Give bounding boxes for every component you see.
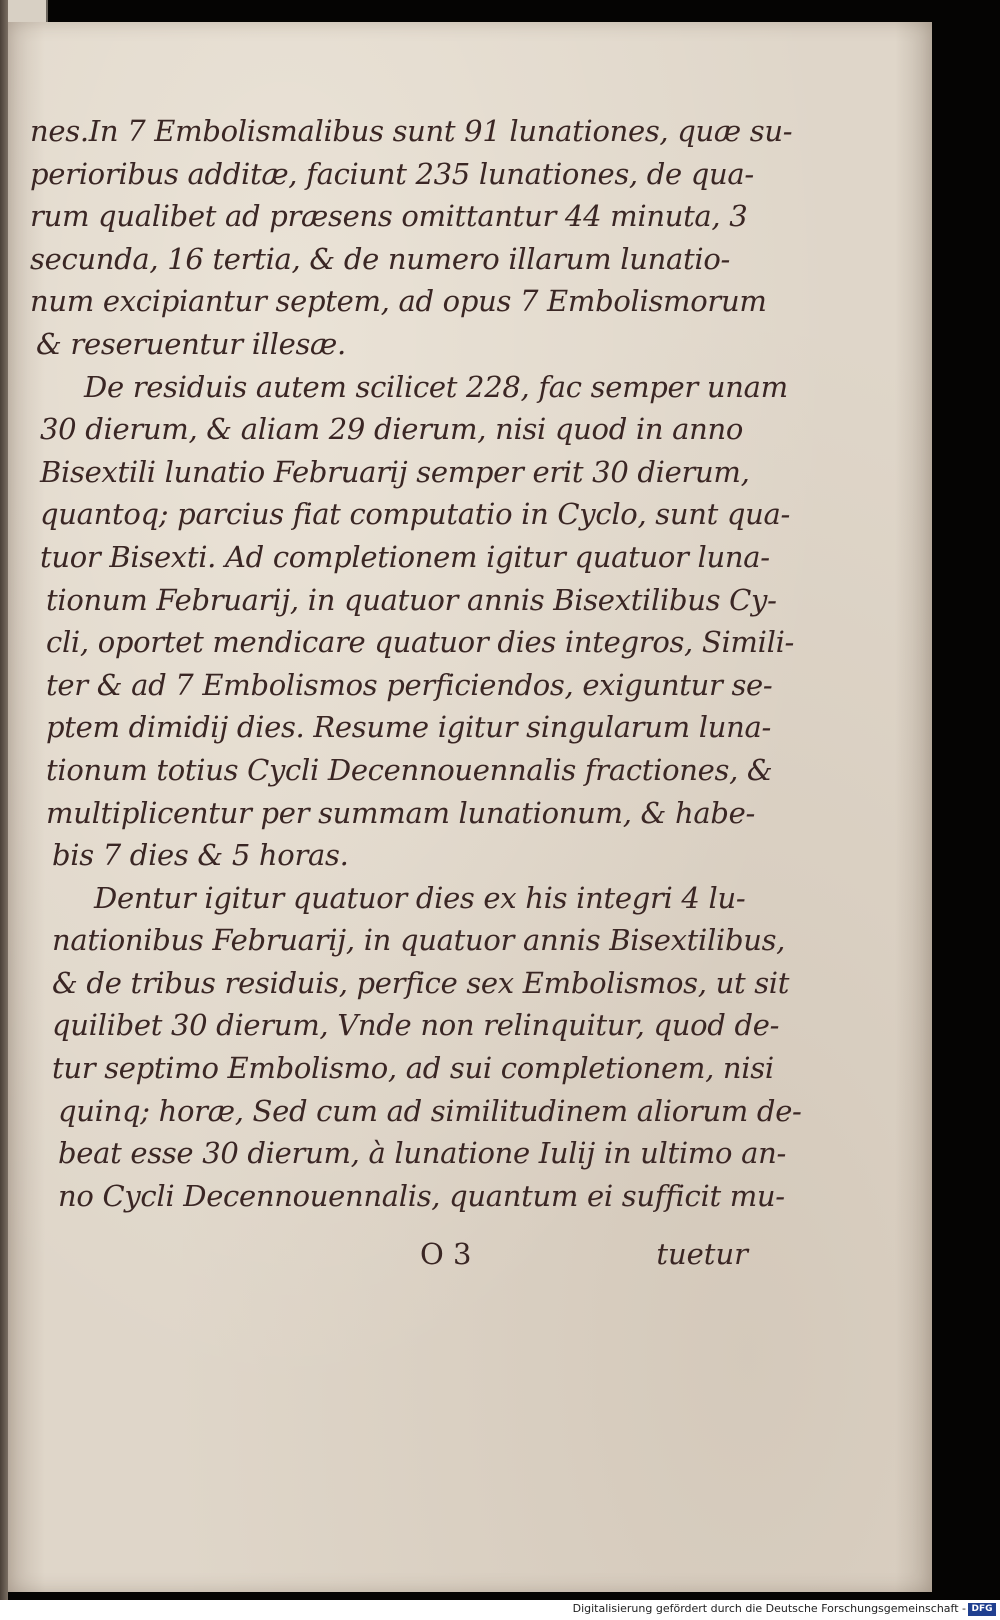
text-line: bis 7 dies & 5 horas. — [52, 838, 349, 873]
credit-text: Digitalisierung gefördert durch die Deutsche Forschungsgemeinschaft - — [572, 1602, 966, 1615]
text-line: Bisextili lunatio Februarij semper erit 30 dierum, — [40, 454, 750, 489]
text-line: rum qualibet ad præsens omittantur 44 minuta, 3 — [30, 199, 748, 234]
text-line: tionum totius Cycli Decennouennalis fractiones, & — [46, 752, 773, 787]
text-line: tuor Bisexti. Ad completionem igitur quatuor luna- — [40, 539, 770, 574]
signature-mark: O 3 — [420, 1237, 472, 1271]
text-line: no Cycli Decennouennalis, quantum ei sufficit mu- — [58, 1178, 785, 1213]
text-line: quantoq; parcius fiat computatio in Cyclo, sunt qua- — [40, 497, 791, 532]
page-text — [30, 110, 802, 1217]
text-line: ptem dimidij dies. Resume igitur singularum luna- — [46, 710, 771, 745]
text-line: quilibet 30 dierum, Vnde non relinquitur, quod de- — [52, 1008, 780, 1043]
text-line: 30 dierum, & aliam 29 dierum, nisi quod in anno — [40, 412, 744, 447]
text-line: Dentur igitur quatuor dies ex his integri 4 lu- — [94, 880, 746, 915]
text-line: tur septimo Embolismo, ad sui completionem, nisi — [52, 1051, 774, 1086]
text-line: cli, oportet mendicare quatuor dies integros, Simili- — [46, 625, 795, 660]
dfg-logo-icon: DFG — [968, 1603, 996, 1616]
text-line: perioribus additæ, faciunt 235 lunationes, de qua- — [30, 156, 754, 191]
digitization-credit-bar — [0, 1600, 1000, 1620]
text-line: num excipiantur septem, ad opus 7 Embolismorum — [30, 284, 767, 319]
text-line: quinq; horæ, Sed cum ad similitudinem aliorum de- — [58, 1093, 802, 1128]
text-line: De residuis autem scilicet 228, fac semper unam — [84, 369, 788, 404]
text-line: multiplicentur per summam lunationum, & habe- — [46, 795, 755, 830]
text-line: tionum Februarij, in quatuor annis Bisextilibus Cy- — [46, 582, 777, 617]
book-spine-edge — [0, 0, 8, 1600]
text-line: & reseruentur illesæ. — [36, 326, 346, 361]
text-line: & de tribus residuis, perfice sex Embolismos, ut sit — [52, 965, 790, 1000]
catchword: tuetur — [656, 1237, 748, 1271]
text-line: nationibus Februarij, in quatuor annis Bisextilibus, — [52, 923, 786, 958]
text-line: ter & ad 7 Embolismos perficiendos, exiguntur se- — [46, 667, 773, 702]
text-line: beat esse 30 dierum, à lunatione Iulij in ultimo an- — [58, 1136, 786, 1171]
text-line: secunda, 16 tertia, & de numero illarum lunatio- — [30, 241, 730, 276]
book-page — [8, 22, 932, 1592]
page-footer — [30, 1237, 748, 1283]
text-line: nes.In 7 Embolismalibus sunt 91 lunationes, quæ su- — [30, 114, 793, 148]
